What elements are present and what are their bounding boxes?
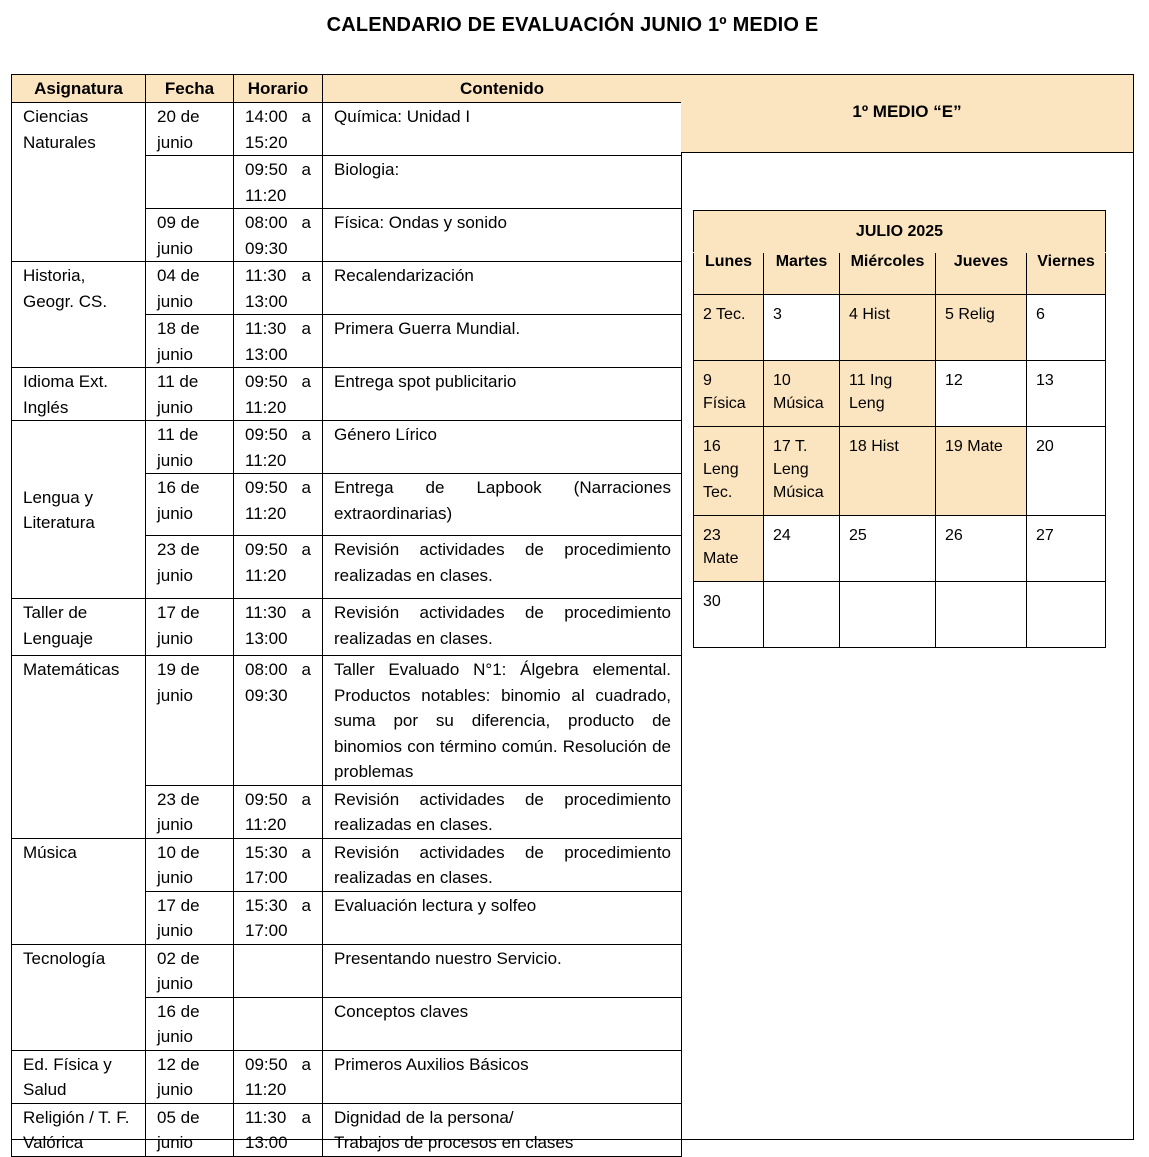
weekday-header: Lunes [694,253,764,295]
subject-name: Historia, Geogr. CS. [23,266,108,311]
content-cell [323,1050,682,1103]
date-text: 20 de junio [157,107,200,152]
table-row [12,656,682,786]
time-cell [234,315,323,368]
date-text: 23 de junio [157,789,200,834]
date-cell [146,103,234,156]
time-cell [234,156,323,209]
content-text: Taller Evaluado N°1: Álgebra elemental. Productos notables: binomio al cuadrado, suma por su diferencia, producto de binomios con término común. Resolución de problemas [334,660,671,781]
weekday-header: Jueves [936,253,1027,295]
content-text: Revisión actividades de procedimiento realizadas en clases. [334,603,671,648]
calendar-title: JULIO 2025 [694,211,1106,253]
date-text: 18 de junio [157,319,200,364]
content-text: Conceptos claves [334,1001,469,1021]
date-cell [146,785,234,838]
calendar-day: 24 [764,516,840,582]
header-fecha: Fecha [146,75,234,103]
date-cell [146,368,234,421]
weekday-header: Viernes [1027,253,1106,295]
table-row [12,838,682,891]
course-label-block [681,75,1133,153]
time-cell [234,838,323,891]
content-cell [323,536,682,599]
date-cell [146,209,234,262]
time-text: 09:50 a 11:20 [245,1054,311,1099]
calendar-day: 25 [840,516,936,582]
time-cell [234,599,323,656]
time-text: 09:50 a 11:20 [245,160,311,205]
table-row [12,368,682,421]
calendar-week-row [694,361,1106,427]
content-text: Revisión actividades de procedimiento realizadas en clases. [334,789,671,834]
calendar-day: 6 [1027,295,1106,361]
calendar-day: 18 Hist [840,427,936,516]
date-cell [146,421,234,474]
date-text: 11 de junio [157,372,199,417]
date-cell [146,891,234,944]
time-cell [234,262,323,315]
header-asignatura: Asignatura [12,75,146,103]
table-row [12,262,682,315]
subject-name: Ed. Física y Salud [23,1054,112,1099]
header-contenido: Contenido [323,75,682,103]
date-text: 17 de junio [157,603,200,648]
evaluation-table [11,74,682,1157]
table-row [12,103,682,156]
date-cell [146,1103,234,1156]
date-cell [146,156,234,209]
content-text: Química: Unidad I [334,107,471,126]
time-text: 08:00 a 09:30 [245,660,311,705]
table-row [12,599,682,656]
time-cell [234,1103,323,1156]
calendar-day: 20 [1027,427,1106,516]
date-text: 02 de junio [157,948,200,993]
calendar-day: 5 Relig [936,295,1027,361]
table-row [12,1050,682,1103]
calendar-day: 10 Música [764,361,840,427]
subject-name: Lengua y Literatura [23,487,95,532]
date-cell [146,262,234,315]
calendar-week-row [694,295,1106,361]
date-text: 11 de junio [157,425,199,470]
time-text: 09:50 a 11:20 [245,425,311,470]
subject-cell [12,421,146,599]
calendar-day [764,582,840,648]
table-row [12,421,682,474]
calendar-day: 30 [694,582,764,648]
time-text: 15:30 a 17:00 [245,842,311,887]
content-cell [323,1103,682,1156]
calendar-day: 27 [1027,516,1106,582]
table-row [12,944,682,997]
weekday-header: Miércoles [840,253,936,295]
content-cell [323,421,682,474]
calendar-day: 11 Ing Leng [840,361,936,427]
date-cell [146,315,234,368]
calendar-week-row [694,582,1106,648]
subject-name: Tecnología [23,948,106,968]
table-row [12,1103,682,1156]
time-text [234,998,322,999]
content-text: Primeros Auxilios Básicos [334,1054,529,1074]
time-text: 09:50 a 11:20 [245,372,311,417]
header-horario: Horario [234,75,323,103]
content-cell [323,209,682,262]
date-cell [146,1050,234,1103]
date-text: 16 de junio [157,478,200,523]
date-text: 09 de junio [157,213,200,258]
content-cell [323,315,682,368]
content-text: Física: Ondas y sonido [334,213,507,232]
time-text: 11:30 a 13:00 [245,603,311,648]
date-text: 16 de junio [157,1001,200,1046]
calendar-day: 12 [936,361,1027,427]
subject-cell [12,838,146,944]
content-text: Revisión actividades de procedimiento realizadas en clases. [334,842,671,887]
subject-name: Taller de Lenguaje [23,603,93,648]
date-text: 05 de junio [157,1107,200,1152]
weekday-header: Martes [764,253,840,295]
calendar-day: 13 [1027,361,1106,427]
date-cell [146,536,234,599]
content-cell [323,474,682,536]
date-cell [146,656,234,786]
subject-name: Religión / T. F. Valórica [23,1107,130,1152]
content-cell [323,103,682,156]
subject-name: Idioma Ext. Inglés [23,372,109,417]
time-text: 11:30 a 13:00 [245,266,311,311]
subject-cell [12,1050,146,1103]
content-cell [323,599,682,656]
time-cell [234,209,323,262]
time-text: 15:30 a 17:00 [245,895,311,940]
content-text: Entrega spot publicitario [334,372,517,391]
calendar-day: 3 [764,295,840,361]
date-text [146,156,233,157]
calendar-day: 9 Física [694,361,764,427]
calendar-week-row [694,427,1106,516]
time-text [234,945,322,946]
time-cell [234,785,323,838]
table-header-row [12,75,682,103]
date-text: 12 de junio [157,1054,200,1099]
time-cell [234,421,323,474]
content-cell [323,944,682,997]
time-cell [234,997,323,1050]
course-label: 1º MEDIO “E” [852,102,962,121]
time-cell [234,1050,323,1103]
time-cell [234,656,323,786]
time-text: 09:50 a 11:20 [245,789,311,834]
content-text: Evaluación lectura y solfeo [334,895,537,915]
content-cell [323,262,682,315]
date-text: 23 de junio [157,540,200,585]
date-text: 04 de junio [157,266,200,311]
subject-name: Música [23,842,77,862]
time-cell [234,368,323,421]
calendar-day: 4 Hist [840,295,936,361]
content-text: Revisión actividades de procedimiento realizadas en clases. [334,540,671,585]
content-text: Género Lírico [334,425,437,444]
calendar-day: 2 Tec. [694,295,764,361]
content-cell [323,656,682,786]
time-cell [234,103,323,156]
time-text: 08:00 a 09:30 [245,213,311,258]
time-text: 11:30 a 13:00 [245,1107,311,1152]
content-cell [323,891,682,944]
calendar-day: 23 Mate [694,516,764,582]
time-cell [234,944,323,997]
content-cell [323,156,682,209]
content-text: Recalendarización [334,266,474,285]
content-text: Primera Guerra Mundial. [334,319,521,338]
calendar-day: 16 Leng Tec. [694,427,764,516]
content-text: Presentando nuestro Servicio. [334,948,562,968]
subject-cell [12,1103,146,1156]
date-cell [146,997,234,1050]
time-cell [234,474,323,536]
time-text: 09:50 a 11:20 [245,478,311,523]
content-cell [323,997,682,1050]
time-text: 11:30 a 13:00 [245,319,311,364]
subject-name: Matemáticas [23,660,120,679]
time-text: 14:00 a 15:20 [245,107,311,152]
time-cell [234,536,323,599]
date-cell [146,599,234,656]
subject-cell [12,262,146,368]
subject-name: Ciencias Naturales [23,107,96,152]
calendar-day: 26 [936,516,1027,582]
date-text: 19 de junio [157,660,200,705]
calendar-day: 17 T. Leng Música [764,427,840,516]
calendar-day [936,582,1027,648]
july-calendar [693,210,1106,648]
content-text: Biologia: [334,160,400,179]
time-cell [234,891,323,944]
content-text: Entrega de Lapbook (Narraciones extraordinarias) [334,478,671,523]
calendar-day [1027,582,1106,648]
content-cell [323,838,682,891]
date-text: 10 de junio [157,842,200,887]
subject-cell [12,944,146,1050]
subject-cell [12,103,146,262]
date-cell [146,474,234,536]
date-cell [146,838,234,891]
time-text: 09:50 a 11:20 [245,540,311,585]
subject-cell [12,656,146,839]
content-text: Dignidad de la persona/ Trabajos de procesos en clases [334,1107,574,1152]
calendar-day [840,582,936,648]
date-cell [146,944,234,997]
date-text: 17 de junio [157,895,200,940]
calendar-day: 19 Mate [936,427,1027,516]
content-cell [323,368,682,421]
content-cell [323,785,682,838]
page-title: CALENDARIO DE EVALUACIÓN JUNIO 1º MEDIO E [326,14,819,36]
calendar-week-row [694,516,1106,582]
subject-cell [12,599,146,656]
subject-cell [12,368,146,421]
